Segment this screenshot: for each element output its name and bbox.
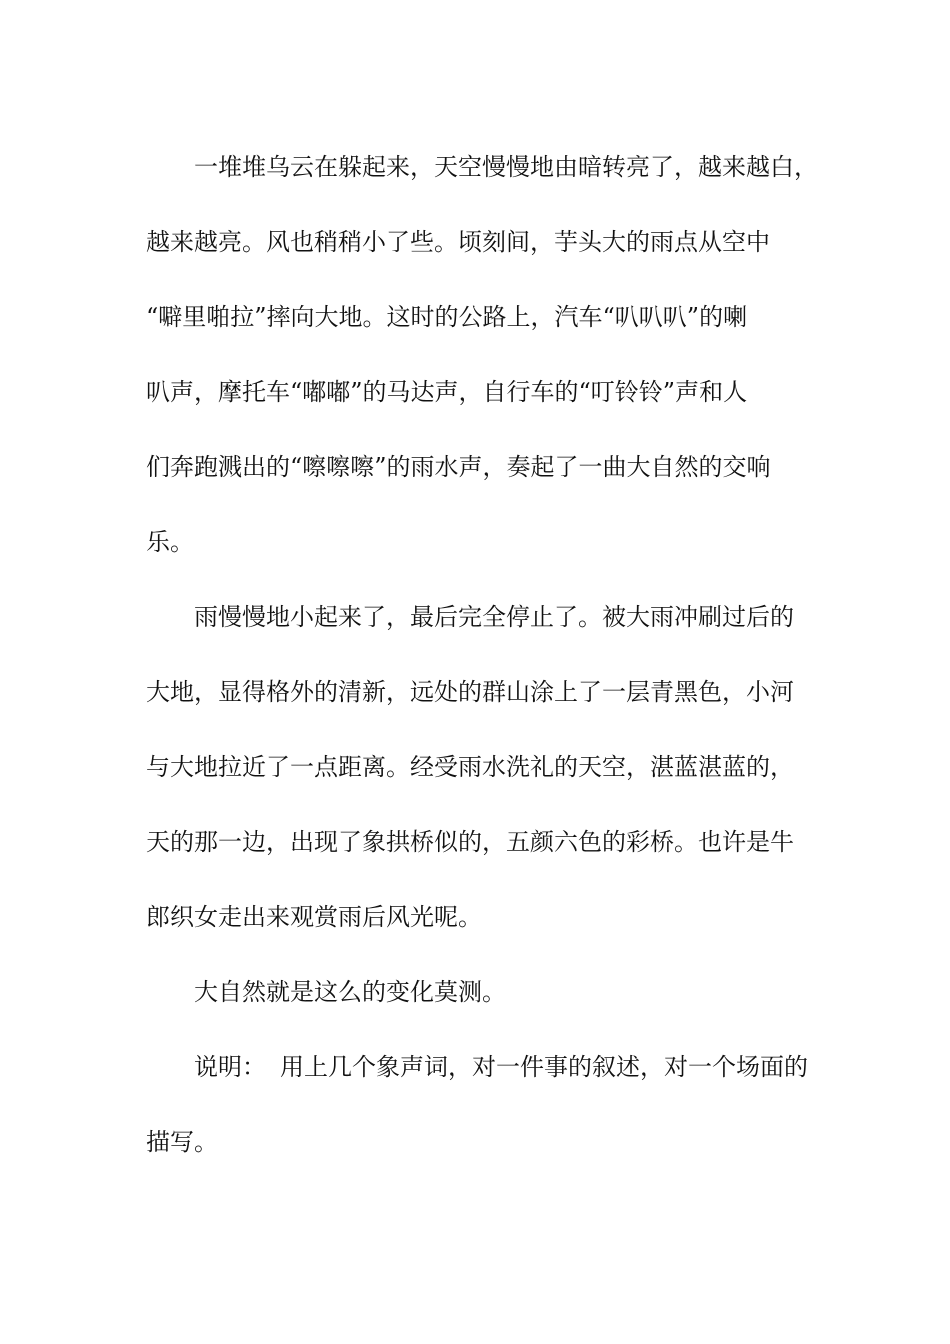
paragraph-rain-scene [146, 130, 818, 580]
text-line: 乐。 [146, 528, 194, 556]
text-line: 天的那一边，出现了象拱桥似的，五颜六色的彩桥。也许是牛 [146, 828, 794, 856]
text-line: 郎织女走出来观赏雨后风光呢。 [146, 903, 482, 931]
paragraph-conclusion [146, 955, 808, 1030]
note-paragraph [146, 1030, 808, 1180]
text-line: 越来越亮。风也稍稍小了些。顷刻间，芋头大的雨点从空中 [146, 228, 770, 256]
document-body [146, 130, 818, 1180]
text-line: “噼里啪拉”摔向大地。这时的公路上，汽车“叭叭叭”的喇 [146, 303, 748, 331]
note-label: 说明： [194, 1053, 266, 1081]
note-text: 用上几个象声词，对一件事的叙述，对一个场面的 [280, 1053, 808, 1081]
text-line: 一堆堆乌云在躲起来，天空慢慢地由暗转亮了，越来越白， [194, 153, 818, 181]
text-line: 与大地拉近了一点距离。经受雨水洗礼的天空，湛蓝湛蓝的， [146, 753, 794, 781]
paragraph-after-rain [146, 580, 808, 955]
text-line: 们奔跑溅出的“嚓嚓嚓”的雨水声，奏起了一曲大自然的交响 [146, 453, 771, 481]
text-line: 叭声，摩托车“嘟嘟”的马达声，自行车的“叮铃铃”声和人 [146, 378, 748, 406]
text-line [146, 1030, 808, 1105]
text-line: 描写。 [146, 1128, 218, 1156]
text-line: 大自然就是这么的变化莫测。 [194, 978, 506, 1006]
text-line: 大地，显得格外的清新，远处的群山涂上了一层青黑色，小河 [146, 678, 794, 706]
text-line: 雨慢慢地小起来了，最后完全停止了。被大雨冲刷过后的 [194, 603, 794, 631]
